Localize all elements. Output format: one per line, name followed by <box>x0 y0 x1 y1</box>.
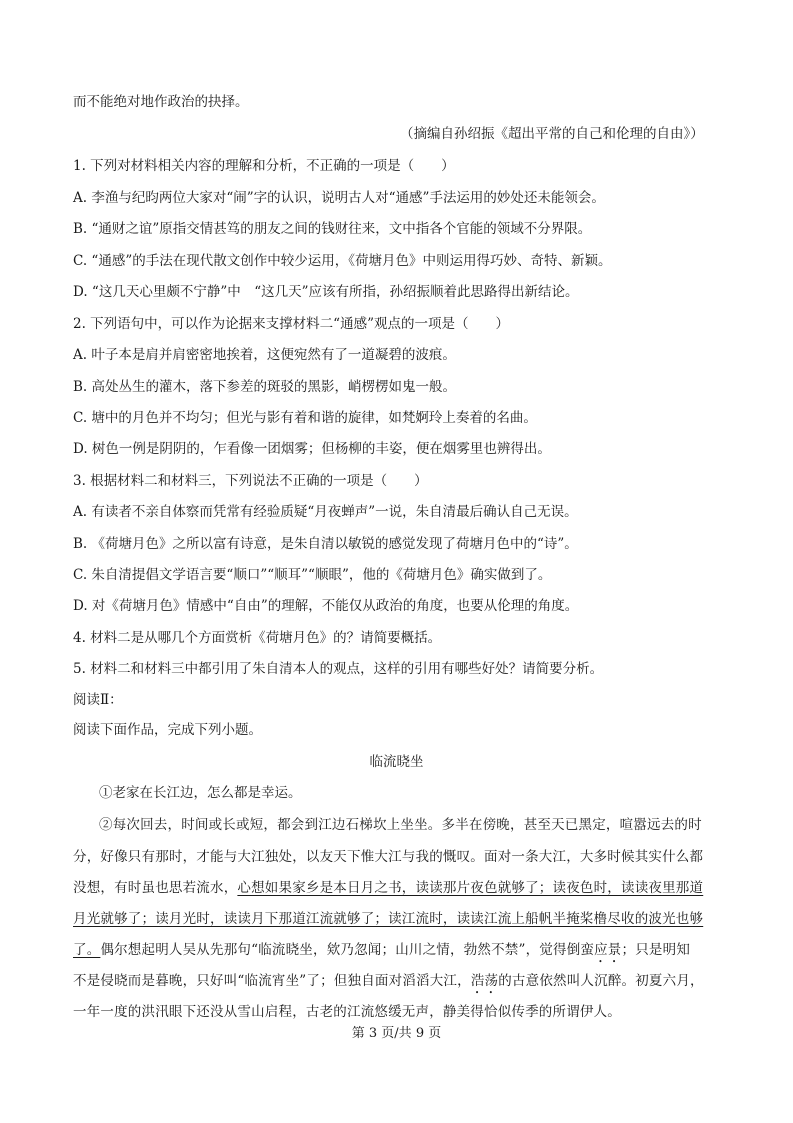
question-2-option-c: C. 塘中的月色并不均匀；但光与影有着和谐的旋律，如梵婀玲上奏着的名曲。 <box>73 410 537 426</box>
essay-text: 的古意依然叫人沉醉。初夏六月， <box>498 973 704 989</box>
emphasized-word: 浩荡 <box>470 973 499 989</box>
question-1-option-b: B. “通财之谊”原指交情甚笃的朋友之间的钱财往来，文中指各个官能的领域不分界限。 <box>73 221 592 237</box>
essay-paragraph-2-line-4: 月光就够了；读月光时，读读月下那道江流就够了；读江流时，读读江流上船帆半掩桨橹尽收的波光也够 <box>73 911 704 927</box>
question-3-option-b: B. 《荷塘月色》之所以富有诗意，是朱自清以敏锐的感觉发现了荷塘月色中的“诗”。 <box>73 536 578 552</box>
intro-line: 而不能绝对地作政治的抉择。 <box>73 94 249 110</box>
page-number-footer: 第 3 页/共 9 页 <box>351 1026 442 1041</box>
emphasized-word: 应景 <box>594 942 622 958</box>
essay-text: 偶尔想起明人吴从先那句“临流晓坐，欸乃忽闻；山川之情，勃然不禁”，觉得倒蛮 <box>100 942 595 958</box>
source-citation: （摘编自孙绍振《超出平常的自己和伦理的自由》） <box>400 126 704 142</box>
essay-paragraph-2-line-3 <box>73 878 721 898</box>
essay-paragraph-2-line-7: 一年一度的洪汛眼下还没从雪山启程，古老的江流悠缓无声，静美得恰似传季的所谓伊人。 <box>73 1004 621 1020</box>
essay-text: ；只是明知 <box>621 942 691 958</box>
question-4: 4. 材料二是从哪几个方面赏析《荷塘月色》的？请简要概括。 <box>73 630 442 646</box>
essay-paragraph-2-line-2: 分，好像只有那时，才能与大江独处，以友天下惟大江与我的慨叹。面对一条大江，大多时候其实什么都 <box>73 849 704 865</box>
question-3-option-a: A. 有读者不亲自体察而凭常有经验质疑“月夜蝉声”一说，朱自清最后确认自己无误。 <box>73 504 578 520</box>
question-3-option-c: C. 朱自清提倡文学语言要“顺口”“顺耳”“顺眼”，他的《荷塘月色》确实做到了。 <box>73 567 552 583</box>
section-heading: 阅读Ⅱ： <box>73 692 123 708</box>
question-2-option-d: D. 树色一例是阴阴的，乍看像一团烟雾；但杨柳的丰姿，便在烟雾里也辨得出。 <box>73 441 551 457</box>
question-1-stem: 1. 下列对材料相关内容的理解和分析，不正确的一项是（ ） <box>73 158 455 174</box>
essay-paragraph-2-line-5 <box>73 940 721 966</box>
essay-paragraph-2-line-1: ②每次回去，时间或长或短，都会到江边石梯坎上坐坐。多半在傍晚，甚至天已黑定，喧嚣远去的时 <box>99 817 702 833</box>
question-2-option-b: B. 高处丛生的灌木，落下参差的斑驳的黑影，峭楞楞如鬼一般。 <box>73 379 457 395</box>
section-instruction: 阅读下面作品，完成下列小题。 <box>73 722 262 738</box>
question-2-option-a: A. 叶子本是肩并肩密密地挨着，这便宛然有了一道凝碧的波痕。 <box>73 347 456 363</box>
essay-text: 不是侵晓而是暮晚，只好叫“临流宵坐”了；但独自面对滔滔大江， <box>73 973 471 989</box>
essay-text: 没想，有时虽也思若流水， <box>73 880 238 896</box>
underlined-text: 心想如果家乡是本日月之书，读读那片夜色就够了；读夜色时，读读夜里那道 <box>237 880 704 896</box>
question-1-option-a: A. 李渔与纪昀两位大家对“闹”字的认识，说明古人对“通感”手法运用的妙处还未能领会。 <box>73 190 605 206</box>
essay-paragraph-2-line-6 <box>73 971 721 997</box>
question-5: 5. 材料二和材料三中都引用了朱自清本人的观点，这样的引用有哪些好处？请简要分析。 <box>73 661 604 677</box>
essay-paragraph-1: ①老家在长江边，怎么都是幸运。 <box>99 785 302 801</box>
question-3-option-d: D. 对《荷塘月色》情感中“自由”的理解，不能仅从政治的角度，也要从伦理的角度。 <box>73 598 579 614</box>
underlined-text: 了。 <box>73 942 101 958</box>
question-3-stem: 3. 根据材料二和材料三，下列说法不正确的一项是（ ） <box>73 473 428 489</box>
question-1-option-d: D. “这几天心里颇不宁静”中 “这几天”应该有所指，孙绍振顺着此思路得出新结论。 <box>73 284 579 300</box>
essay-title: 临流晓坐 <box>369 754 424 770</box>
question-2-stem: 2. 下列语句中，可以作为论据来支撑材料二“通感”观点的一项是（ ） <box>73 316 509 332</box>
question-1-option-c: C. “通感”的手法在现代散文创作中较少运用，《荷塘月色》中则运用得巧妙、奇特、新颖。 <box>73 253 612 269</box>
